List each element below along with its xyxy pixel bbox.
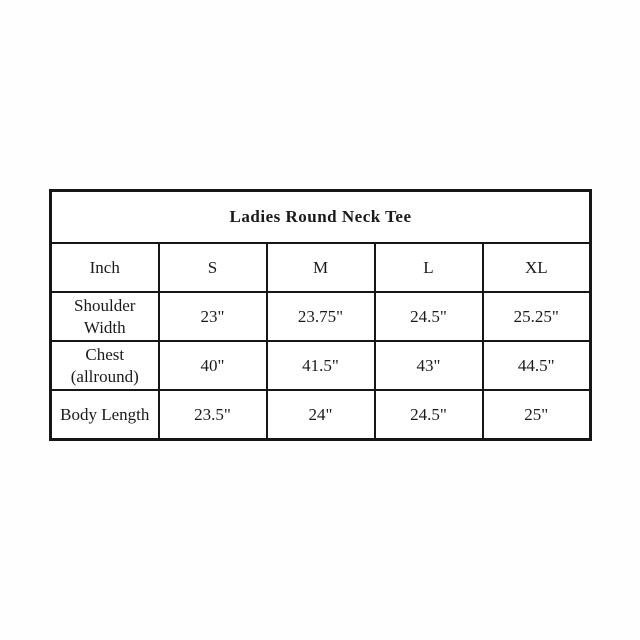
cell-body-length-l: 24.5"	[375, 390, 483, 440]
table-title-row	[51, 191, 591, 244]
row-label-chest: Chest (allround)	[51, 341, 159, 390]
table-row-body-length	[51, 390, 591, 440]
table-title: Ladies Round Neck Tee	[51, 191, 591, 244]
cell-shoulder-width-xl: 25.25"	[483, 292, 591, 341]
cell-shoulder-width-l: 24.5"	[375, 292, 483, 341]
table-row-chest	[51, 341, 591, 390]
cell-chest-m: 41.5"	[267, 341, 375, 390]
cell-chest-xl: 44.5"	[483, 341, 591, 390]
cell-body-length-xl: 25"	[483, 390, 591, 440]
table-header-row	[51, 243, 591, 292]
cell-chest-s: 40"	[159, 341, 267, 390]
cell-shoulder-width-s: 23"	[159, 292, 267, 341]
table-row-shoulder-width	[51, 292, 591, 341]
cell-body-length-m: 24"	[267, 390, 375, 440]
column-header-m: M	[267, 243, 375, 292]
row-label-shoulder-width: Shoulder Width	[51, 292, 159, 341]
column-header-inch: Inch	[51, 243, 159, 292]
column-header-s: S	[159, 243, 267, 292]
column-header-xl: XL	[483, 243, 591, 292]
cell-shoulder-width-m: 23.75"	[267, 292, 375, 341]
cell-chest-l: 43"	[375, 341, 483, 390]
column-header-l: L	[375, 243, 483, 292]
row-label-body-length: Body Length	[51, 390, 159, 440]
size-chart-table	[49, 189, 592, 441]
cell-body-length-s: 23.5"	[159, 390, 267, 440]
